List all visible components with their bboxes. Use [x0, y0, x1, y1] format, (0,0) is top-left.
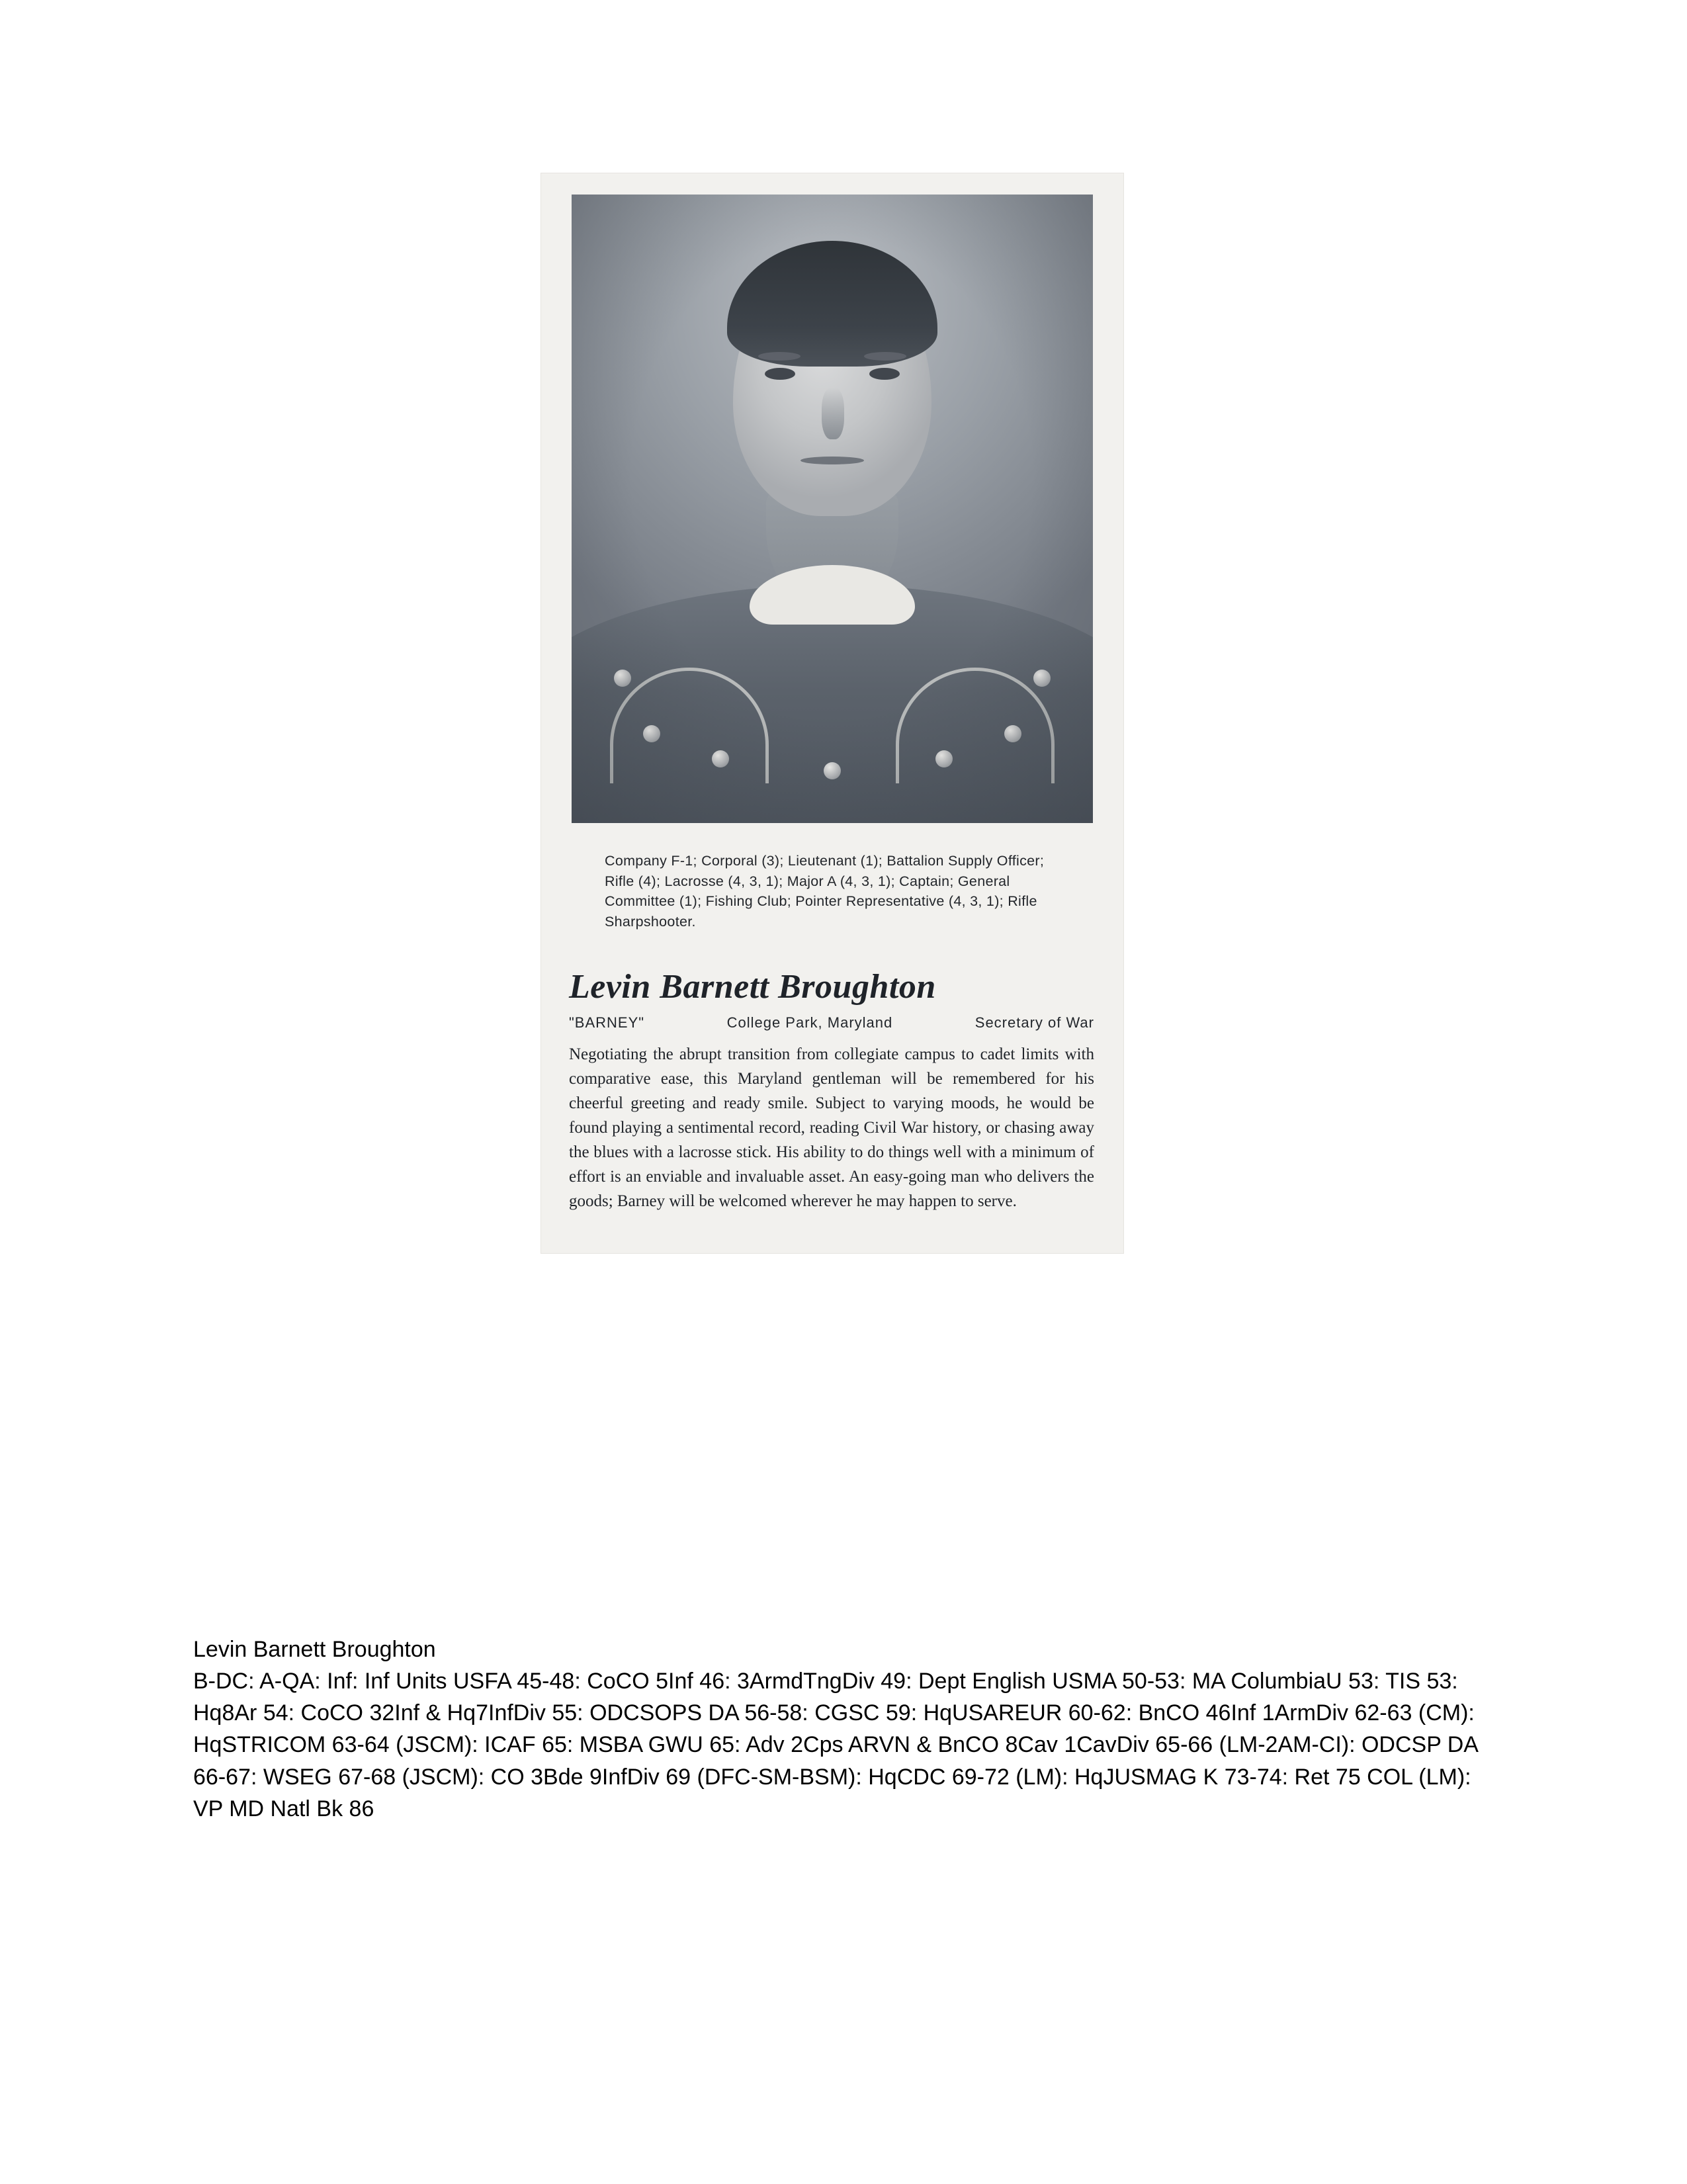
cadet-name: Levin Barnett Broughton [569, 968, 936, 1006]
cadet-hometown: College Park, Maryland [726, 1014, 893, 1031]
transcript-service-record: B-DC: A-QA: Inf: Inf Units USFA 45-48: CoCO 5Inf 46: 3ArmdTngDiv 49: Dept English USMA 50-53: MA ColumbiaU 53: TIS 53: Hq8Ar 54: CoCO 32Inf & Hq7InfDiv 55: ODCSOPS DA 56-58: CGSC 59: HqUSAREUR 60-62: BnCO 46Inf 1ArmDiv 62-63 (CM): HqSTRICOM 63-64 (JSCM): ICAF 65: MSBA GWU 65: Adv 2Cps ARVN & BnCO 8Cav 1CavDiv 65-66 (LM-2AM-CI): ODCSP DA 66-67: WSEG 67-68 (JSCM): CO 3Bde 9InfDiv 69 (DFC-SM-BSM): HqCDC 69-72 (LM): HqJUSMAG K 73-74: Ret 75 COL (LM): VP MD Natl Bk 86 [193, 1668, 1484, 1821]
cadet-portrait-image [572, 195, 1093, 823]
activities-list: Company F-1; Corporal (3); Lieutenant (1); Battalion Supply Officer; Rifle (4); Lacrosse (4, 3, 1); Major A (4, 3, 1); Captain; General Committee (1); Fishing Club; Pointer Representative (4, 3, 1); Rifle Sharpshooter. [605, 853, 1045, 930]
portrait-vignette [572, 195, 1093, 823]
cadet-nickname: "BARNEY" [569, 1014, 645, 1031]
transcript-name: Levin Barnett Broughton [193, 1636, 436, 1662]
cadet-biography: Negotiating the abrupt transition from collegiate campus to cadet limits with comparative ease, this Maryland gentleman will be remembered for his cheerful greeting and ready smile. Subject to varying moods, he would be found playing a sentimental record, reading Civil War history, or chasing away the blues with a lacrosse stick. His ability to do things well with a minimum of effort is an enviable and invaluable asset. An easy-going man who delivers the goods; Barney will be welcomed wherever he may happen to serve. [569, 1045, 1094, 1211]
portrait-container [541, 173, 1123, 823]
transcript-block [193, 1569, 1503, 1856]
cadet-office: Secretary of War [974, 1014, 1094, 1031]
yearbook-clipping [541, 173, 1123, 1253]
cadet-meta-row [541, 1010, 1123, 1031]
